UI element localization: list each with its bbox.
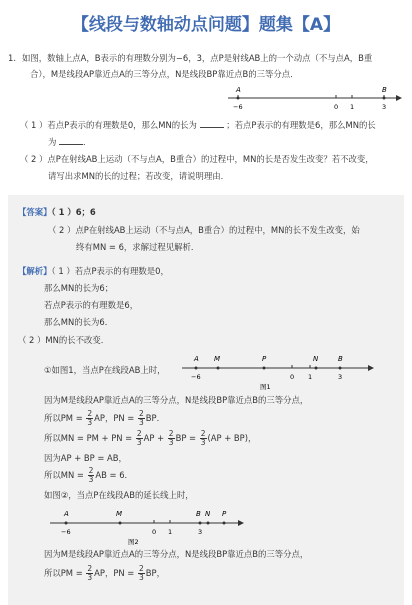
- fig2-label-m: M: [116, 510, 123, 518]
- question-line-1: 如图，数轴上点A，B表示的有理数分别为−6，3，点P是射线AB上的一个动点（不与点A，B重: [22, 53, 373, 63]
- number-line-top: [226, 84, 406, 114]
- tick-3: 3: [382, 103, 387, 111]
- answer-blank-2[interactable]: [59, 135, 83, 145]
- l8c: BP．: [145, 413, 165, 423]
- sub-question-1: [20, 117, 376, 133]
- axis-label-b: B: [382, 86, 387, 94]
- sub-question-1-cont: 为 ．: [48, 137, 92, 147]
- fig2-tick-1: 1: [168, 528, 173, 536]
- question-block: [8, 50, 404, 82]
- fig2-tick-neg6: −6: [61, 528, 71, 536]
- l14a: 所以PM =: [44, 568, 83, 578]
- l8a: 所以PM =: [44, 413, 83, 423]
- question-number: 1.: [8, 53, 16, 63]
- l11a: 所以MN =: [44, 470, 84, 480]
- fig2-label-a: A: [64, 510, 69, 518]
- l14c: BP，: [145, 568, 165, 578]
- fig2-label-b: B: [196, 510, 201, 518]
- fig1-label-b: B: [338, 355, 343, 363]
- fraction-two-thirds: $\frac{2}{3}$: [88, 466, 94, 484]
- fig1-tick-3: 3: [338, 373, 343, 381]
- fig2-label-p: P: [222, 510, 227, 518]
- fraction-two-thirds: $\frac{2}{3}$: [168, 429, 174, 447]
- figure-1-number-line: [180, 350, 380, 392]
- answer-line-2: （ 2 ）点P在射线AB上运动（不与点A，B重合）的过程中，MN的长不发生改变，始: [48, 225, 360, 235]
- fig2-caption: 图2: [128, 538, 139, 546]
- fraction-two-thirds: $\frac{2}{3}$: [139, 409, 144, 427]
- sub1-part-c: 为: [48, 137, 57, 147]
- l14b: AP，PN =: [94, 568, 135, 578]
- fig2-tick-3: 3: [198, 528, 203, 536]
- fig1-label-n: N: [313, 355, 319, 363]
- sub1-part-b: ；若点P表示的有理数是6，那么MN的长: [226, 120, 376, 130]
- analysis-line-2: 那么MN的长为6；: [44, 283, 114, 293]
- fig1-caption: 图1: [260, 383, 271, 391]
- fraction-two-thirds: $\frac{2}{3}$: [87, 564, 93, 582]
- axis-label-a: A: [236, 86, 241, 94]
- fig1-label-m: M: [214, 355, 221, 363]
- answer-blank-1[interactable]: [200, 118, 224, 128]
- fig1-tick-1: 1: [308, 373, 313, 381]
- l8b: AP，PN =: [94, 413, 135, 423]
- analysis-line-14: [44, 565, 165, 582]
- analysis-line-10: 因为AP + BP = AB，: [44, 453, 127, 463]
- analysis-line-6: ①如图1，当点P在线段AB上时，: [44, 365, 166, 375]
- analysis-line-8: [44, 410, 165, 427]
- analysis-line-4: 那么MN的长为6．: [44, 317, 114, 327]
- answer-line-1: [18, 204, 96, 220]
- tick-neg6: −6: [233, 103, 243, 111]
- analysis-line-3: 若点P表示的有理数是6，: [44, 300, 139, 310]
- fig2-tick-0: 0: [152, 528, 157, 536]
- analysis-line-13: 因为M是线段AP靠近点A的三等分点，N是线段BP靠近点B的三等分点，: [44, 549, 309, 559]
- l9d: (AP + BP)，: [207, 433, 257, 443]
- answer-part-1: （ 1 ）6；6: [51, 207, 96, 217]
- fig2-label-n: N: [205, 510, 211, 518]
- fig1-label-a: A: [194, 355, 199, 363]
- analysis-tag: 【解析】: [18, 266, 52, 276]
- fig1-tick-0: 0: [290, 373, 295, 381]
- analysis-l1: （ 1 ）若点P表示的有理数是0，: [51, 266, 169, 276]
- tick-0: 0: [334, 103, 339, 111]
- question-line-2: 合），M是线段AP靠近点A的三等分点，N是线段BP靠近点B的三等分点．: [30, 69, 299, 79]
- l9a: 所以MN = PM + PN =: [44, 433, 133, 443]
- fraction-two-thirds: $\frac{2}{3}$: [139, 564, 144, 582]
- analysis-line-5: （ 2 ）MN的长不改变．: [18, 335, 110, 345]
- sub-question-2-cont: 请写出求MN的长的过程；若改变，请说明理由．: [48, 171, 229, 181]
- tick-1: 1: [350, 103, 355, 111]
- answer-tag: 【答案】: [18, 207, 52, 217]
- sub-question-2: （ 2 ）点P在射线AB上运动（不与点A，B重合）的过程中，MN的长是否发生改变？若不改变，: [20, 154, 374, 164]
- fraction-two-thirds: $\frac{2}{3}$: [200, 429, 206, 447]
- l9c: BP =: [175, 433, 197, 443]
- sub1-part-a: （ 1 ）若点P表示的有理数是0，那么MN的长为: [20, 120, 197, 130]
- figure-2-number-line: [48, 505, 258, 547]
- analysis-line-1: [18, 263, 169, 279]
- answer-line-3: 终有MN = 6，求解过程见解析．: [76, 242, 200, 252]
- page-title: 【线段与数轴动点问题】题集【A】: [71, 15, 341, 35]
- fraction-two-thirds: $\frac{2}{3}$: [87, 409, 93, 427]
- analysis-line-9: [44, 430, 256, 447]
- fig1-tick-neg6: −6: [191, 373, 201, 381]
- fig1-label-p: P: [262, 355, 267, 363]
- analysis-line-12: 如图②，当点P在线段AB的延长线上时，: [44, 490, 194, 500]
- fraction-two-thirds: $\frac{2}{3}$: [136, 429, 142, 447]
- l9b: AP +: [143, 433, 165, 443]
- analysis-line-11: [44, 467, 133, 484]
- l11b: AB = 6．: [95, 470, 133, 480]
- analysis-line-7: 因为M是线段AP靠近点A的三等分点，N是线段BP靠近点B的三等分点，: [44, 395, 309, 405]
